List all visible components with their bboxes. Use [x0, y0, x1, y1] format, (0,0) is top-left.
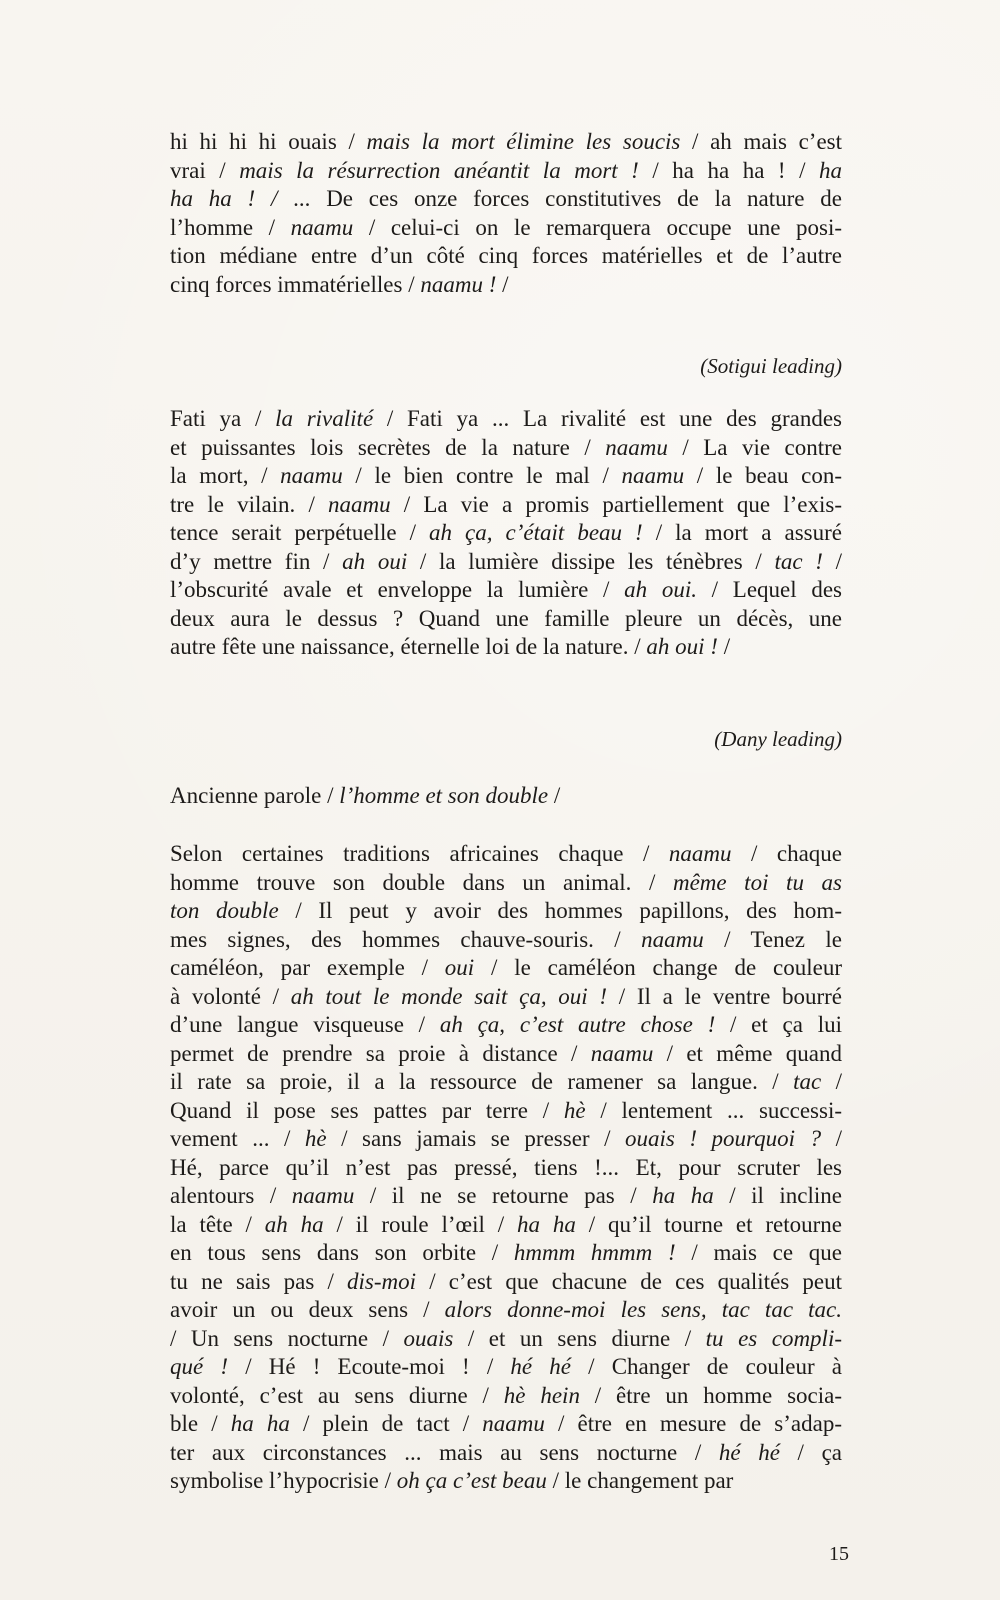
- italic-fragment: oui: [444, 955, 475, 980]
- section-heading: [170, 782, 560, 811]
- text-fragment: homme trouve son double dans un animal. /: [170, 869, 673, 895]
- text-fragment: / qu’il tourne et retourne: [575, 1211, 843, 1237]
- text-line: [170, 434, 842, 463]
- text-fragment: / la lumière dissipe les ténèbres /: [407, 548, 775, 574]
- section-heading-prefix: Ancienne parole /: [170, 783, 340, 808]
- italic-fragment: ha ha ! /: [170, 186, 294, 211]
- paragraph-1: [170, 128, 842, 299]
- text-fragment: / plein de tact /: [289, 1411, 483, 1436]
- text-fragment: / Il a le ventre bourré: [607, 983, 843, 1009]
- italic-fragment: qué !: [170, 1354, 229, 1379]
- speaker-note-dany: (Dany leading): [714, 727, 842, 751]
- text-fragment: / Lequel des: [696, 577, 842, 602]
- text-line: [170, 897, 842, 926]
- italic-fragment: naamu: [291, 1183, 355, 1208]
- italic-fragment: alors donne-moi les sens, tac tac tac.: [444, 1297, 842, 1322]
- italic-fragment: ha: [819, 157, 842, 183]
- text-fragment: / le caméléon change de couleur: [474, 955, 842, 980]
- text-fragment: deux aura le dessus ? Quand une famille pleure un décès, une: [170, 605, 842, 631]
- text-fragment: en tous sens dans son orbite /: [170, 1240, 514, 1265]
- text-line: [170, 840, 842, 869]
- italic-fragment: hé hé: [510, 1354, 571, 1379]
- italic-fragment: mais la résurrection anéantit la mort !: [239, 157, 639, 183]
- text-line: [170, 1154, 842, 1183]
- text-fragment: d’y mettre fin /: [170, 548, 343, 574]
- italic-fragment: ah ça, c’est autre chose !: [439, 1012, 716, 1037]
- section-heading-italic: l’homme et son double: [339, 783, 549, 808]
- text-line: [170, 1097, 842, 1126]
- text-line: [170, 633, 842, 662]
- italic-fragment: hmmm hmmm !: [513, 1240, 676, 1265]
- italic-fragment: naamu: [290, 214, 354, 240]
- text-line: [170, 519, 842, 548]
- text-fragment: ter aux circonstances ... mais au sens nocturne /: [170, 1439, 719, 1465]
- text-line: [170, 462, 842, 491]
- page-number: 15: [829, 1543, 849, 1565]
- text-fragment: / et même quand: [653, 1040, 842, 1066]
- text-fragment: mes signes, des hommes chauve-souris. /: [170, 926, 642, 952]
- text-line: [170, 1011, 842, 1040]
- text-line: [170, 1439, 842, 1468]
- italic-fragment: hè: [304, 1126, 327, 1151]
- text-fragment: /: [821, 1126, 842, 1151]
- italic-fragment: naamu: [621, 463, 685, 488]
- text-fragment: vement ... /: [170, 1126, 305, 1151]
- text-line: [170, 605, 842, 634]
- text-line: [170, 405, 842, 434]
- italic-fragment: naamu: [280, 463, 343, 488]
- italic-fragment: hé hé: [718, 1439, 780, 1465]
- text-fragment: l’homme /: [170, 214, 291, 240]
- italic-fragment: naamu: [328, 491, 391, 517]
- text-fragment: / et un sens diurne /: [453, 1325, 706, 1351]
- italic-fragment: hè: [563, 1097, 586, 1123]
- text-fragment: permet de prendre sa proie à distance /: [170, 1040, 591, 1066]
- text-fragment: / et ça lui: [715, 1012, 842, 1037]
- text-line: [170, 1040, 842, 1069]
- section-heading-suffix: /: [548, 783, 561, 808]
- italic-fragment: ouais ! pourquoi ?: [625, 1126, 822, 1151]
- text-line: [170, 1353, 842, 1382]
- text-line: [170, 128, 842, 157]
- italic-fragment: oh ça c’est beau: [396, 1468, 547, 1493]
- text-fragment: la tête /: [170, 1211, 265, 1237]
- text-fragment: / il ne se retourne pas /: [354, 1183, 653, 1208]
- italic-fragment: ah ha: [264, 1211, 324, 1237]
- text-line: [170, 1182, 842, 1211]
- italic-fragment: ah ça, c’était beau !: [429, 520, 643, 545]
- text-line: [170, 869, 842, 898]
- text-fragment: / Fati ya ... La rivalité est une des grandes: [373, 406, 842, 431]
- text-line: [170, 1239, 842, 1268]
- italic-fragment: tu es compli-: [705, 1325, 842, 1351]
- text-fragment: ... De ces onze forces constitutives de la nature de: [293, 186, 842, 211]
- text-fragment: / lentement ... successi-: [585, 1097, 842, 1123]
- text-fragment: et puissantes lois secrètes de la nature /: [170, 434, 606, 460]
- text-fragment: hi hi hi hi ouais /: [170, 129, 367, 154]
- text-line: [170, 576, 842, 605]
- italic-fragment: ah oui.: [624, 577, 697, 602]
- text-fragment: / ha ha ha ! /: [638, 157, 819, 183]
- speaker-note-sotigui: (Sotigui leading): [700, 354, 842, 378]
- text-line: [170, 242, 842, 271]
- text-line: [170, 1382, 842, 1411]
- text-fragment: / il incline: [713, 1183, 843, 1208]
- text-line: [170, 1068, 842, 1097]
- text-fragment: caméléon, par exemple /: [170, 955, 445, 980]
- text-fragment: d’une langue visqueuse /: [170, 1012, 440, 1037]
- text-fragment: / le beau con-: [684, 463, 842, 488]
- text-fragment: / la mort a assuré: [642, 520, 842, 545]
- italic-fragment: tac: [793, 1069, 822, 1094]
- text-fragment: alentours /: [170, 1183, 292, 1208]
- text-fragment: / La vie a promis partiellement que l’exis-: [390, 491, 842, 517]
- italic-fragment: naamu: [605, 434, 668, 460]
- text-fragment: / c’est que chacune de ces qualités peut: [416, 1268, 842, 1294]
- italic-fragment: naamu: [668, 841, 732, 866]
- text-line: [170, 185, 842, 214]
- text-line: [170, 214, 842, 243]
- italic-fragment: ah oui: [342, 548, 408, 574]
- text-line: [170, 1268, 842, 1297]
- text-line: [170, 1467, 842, 1496]
- text-fragment: / celui-ci on le remarquera occupe une posi-: [353, 214, 842, 240]
- text-fragment: il rate sa proie, il a la ressource de ramener sa langue. /: [170, 1069, 794, 1094]
- italic-fragment: hè hein: [503, 1382, 580, 1408]
- text-line: [170, 1325, 842, 1354]
- text-fragment: / le bien contre le mal /: [342, 463, 622, 488]
- text-fragment: / Hé ! Ecoute-moi ! /: [228, 1354, 511, 1379]
- text-fragment: vrai /: [170, 157, 240, 183]
- italic-fragment: même toi tu as: [672, 869, 842, 895]
- italic-fragment: ha ha: [517, 1211, 576, 1237]
- paragraph-2: [170, 405, 842, 662]
- text-line: [170, 491, 842, 520]
- text-fragment: / ah mais c’est: [680, 129, 842, 154]
- italic-fragment: ah tout le monde sait ça, oui !: [290, 983, 608, 1009]
- text-line: [170, 548, 842, 577]
- text-line: [170, 1410, 842, 1439]
- italic-fragment: ha ha: [652, 1183, 714, 1208]
- text-fragment: /: [717, 634, 731, 659]
- text-fragment: / Changer de couleur à: [570, 1354, 842, 1379]
- text-line: [170, 157, 842, 186]
- italic-fragment: ha ha: [230, 1411, 290, 1436]
- text-fragment: / il roule l’œil /: [323, 1211, 518, 1237]
- text-line: [170, 1125, 842, 1154]
- text-fragment: l’obscurité avale et enveloppe la lumière /: [170, 577, 625, 602]
- italic-fragment: naamu: [590, 1040, 654, 1066]
- italic-fragment: naamu: [482, 1411, 545, 1436]
- text-fragment: la mort, /: [170, 463, 281, 488]
- italic-fragment: ton double: [170, 898, 279, 923]
- text-line: [170, 1211, 842, 1240]
- italic-fragment: mais la mort élimine les soucis: [366, 129, 681, 154]
- text-fragment: / La vie contre: [667, 434, 842, 460]
- text-fragment: /: [496, 271, 509, 297]
- italic-fragment: dis-moi: [347, 1268, 417, 1294]
- italic-fragment: ah oui !: [646, 634, 718, 659]
- text-line: [170, 1296, 842, 1325]
- text-fragment: / Un sens nocturne /: [170, 1325, 404, 1351]
- text-fragment: avoir un ou deux sens /: [170, 1297, 445, 1322]
- text-fragment: Fati ya /: [170, 406, 276, 431]
- text-fragment: tence serait perpétuelle /: [170, 520, 430, 545]
- text-fragment: tion médiane entre d’un côté cinq forces matérielles et de l’autre: [170, 243, 842, 268]
- text-line: [170, 926, 842, 955]
- text-line: [170, 954, 842, 983]
- text-fragment: / être en mesure de s’adap-: [544, 1411, 842, 1436]
- text-fragment: / être un homme socia-: [579, 1382, 843, 1408]
- text-fragment: / chaque: [731, 841, 842, 866]
- text-fragment: /: [822, 548, 842, 574]
- text-fragment: Selon certaines traditions africaines chaque /: [170, 841, 669, 866]
- text-line: [170, 271, 842, 300]
- italic-fragment: ouais: [403, 1325, 454, 1351]
- text-fragment: / Il peut y avoir des hommes papillons, des hom-: [278, 898, 842, 923]
- text-fragment: à volonté /: [170, 983, 291, 1009]
- text-fragment: Hé, parce qu’il n’est pas pressé, tiens !... Et, pour scruter les: [170, 1154, 842, 1180]
- italic-fragment: naamu !: [420, 271, 497, 297]
- italic-fragment: la rivalité: [275, 406, 374, 431]
- text-fragment: Quand il pose ses pattes par terre /: [170, 1097, 564, 1123]
- text-fragment: cinq forces immatérielles /: [170, 271, 421, 297]
- text-fragment: tre le vilain. /: [170, 491, 328, 517]
- paragraph-3: [170, 840, 842, 1496]
- text-line: [170, 983, 842, 1012]
- text-fragment: /: [821, 1069, 843, 1094]
- text-fragment: / le changement par: [546, 1468, 734, 1493]
- text-fragment: / ça: [779, 1439, 842, 1465]
- text-fragment: ble /: [170, 1411, 231, 1436]
- text-fragment: symbolise l’hypocrisie /: [170, 1468, 397, 1493]
- italic-fragment: tac !: [774, 548, 823, 574]
- text-fragment: volonté, c’est au sens diurne /: [170, 1382, 504, 1408]
- text-fragment: / mais ce que: [675, 1240, 842, 1265]
- text-fragment: tu ne sais pas /: [170, 1268, 348, 1294]
- italic-fragment: naamu: [641, 926, 704, 952]
- text-fragment: / Tenez le: [703, 926, 842, 952]
- text-fragment: autre fête une naissance, éternelle loi de la nature. /: [170, 634, 647, 659]
- text-fragment: / sans jamais se presser /: [326, 1126, 626, 1151]
